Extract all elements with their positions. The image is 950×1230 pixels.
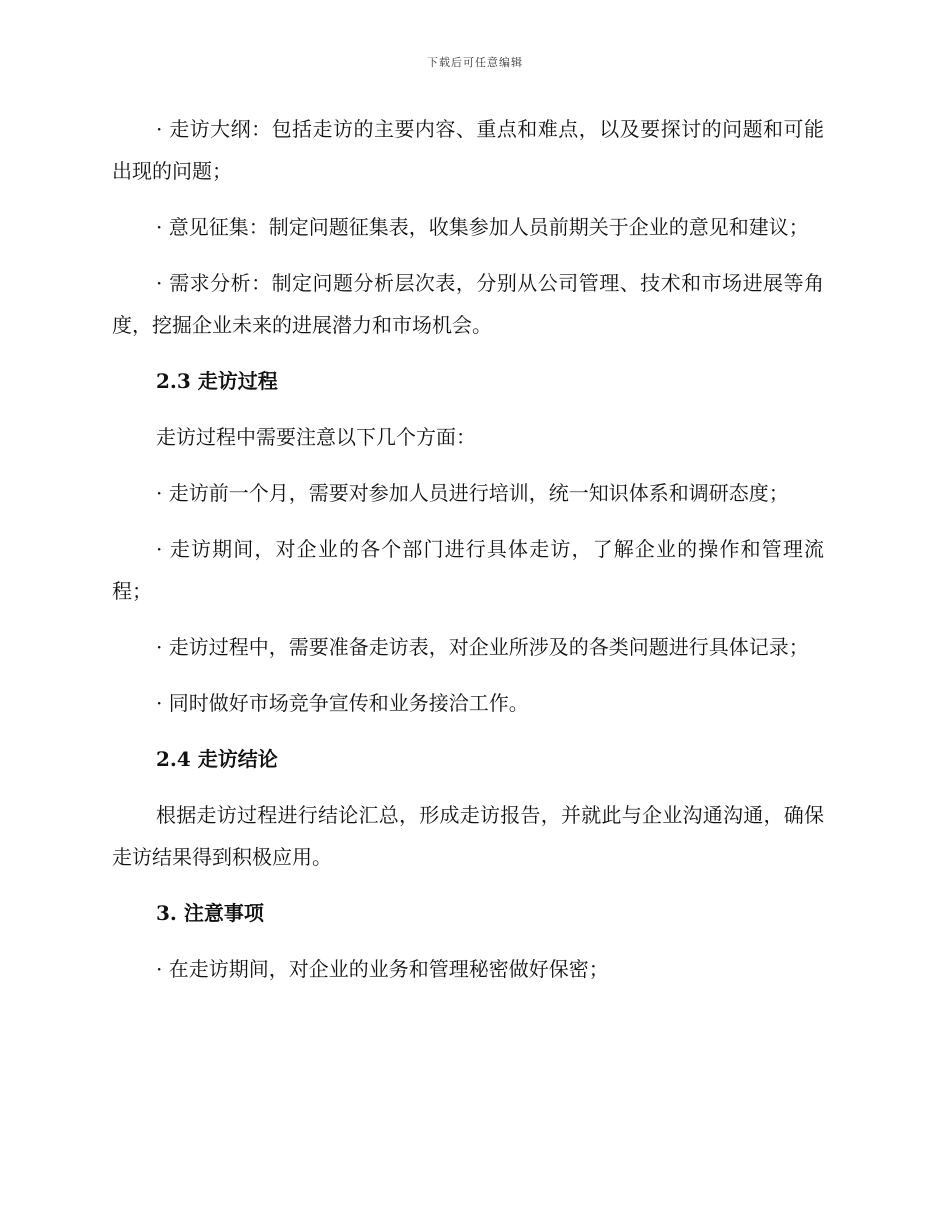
paragraph-conclusion: 根据走访过程进行结论汇总，形成走访报告，并就此与企业沟通沟通，确保走访结果得到积极应用。 — [112, 803, 824, 869]
paragraph-process-intro: 走访过程中需要注意以下几个方面： — [156, 425, 476, 449]
section-heading-notes: 3. 注意事项 — [156, 901, 264, 925]
section-heading-visit-process: 2.3 走访过程 — [156, 369, 278, 393]
document-body — [112, 108, 824, 1004]
paragraph-training: · 走访前一个月，需要对参加人员进行培训，统一知识体系和调研态度； — [156, 481, 789, 505]
paragraph-outline: · 走访大纲：包括走访的主要内容、重点和难点，以及要探讨的问题和可能出现的问题； — [112, 117, 824, 183]
paragraph-department-visits: · 走访期间，对企业的各个部门进行具体走访，了解企业的操作和管理流程； — [112, 537, 824, 603]
paragraph-opinion-collection: · 意见征集：制定问题征集表，收集参加人员前期关于企业的意见和建议； — [156, 215, 809, 239]
paragraph-confidentiality: · 在走访期间，对企业的业务和管理秘密做好保密； — [156, 957, 609, 981]
paragraph-visit-records: · 走访过程中，需要准备走访表，对企业所涉及的各类问题进行具体记录； — [156, 635, 809, 659]
paragraph-market-promotion: · 同时做好市场竞争宣传和业务接洽工作。 — [156, 691, 529, 715]
section-heading-visit-conclusion: 2.4 走访结论 — [156, 747, 278, 771]
page-header: 下载后可任意编辑 — [427, 56, 523, 69]
paragraph-needs-analysis: · 需求分析：制定问题分析层次表，分别从公司管理、技术和市场进展等角度，挖掘企业未来的进展潜力和市场机会。 — [112, 271, 824, 337]
